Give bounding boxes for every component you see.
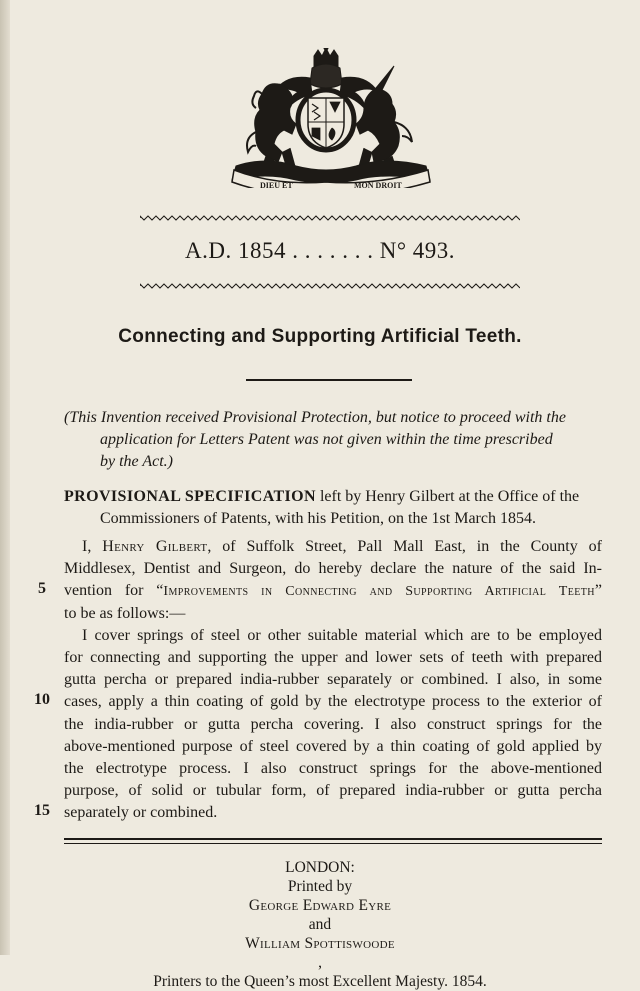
body-line: cases, apply a thin coating of gold by the electrotype process to the exterior of xyxy=(64,693,602,711)
imprint-rule-bottom xyxy=(64,843,602,844)
note-line-1: (This Invention received Provisional Protection, but notice to proceed with the xyxy=(64,409,566,426)
spec-line-2: Commissioners of Patents, with his Petition, on the 1st March 1854. xyxy=(100,510,536,527)
specification-body xyxy=(64,536,602,824)
invention-title: Improvements in Connecting and Supporting Artificial Teeth xyxy=(163,584,595,600)
royal-coat-of-arms-icon xyxy=(226,48,436,188)
line-number-5: 5 xyxy=(38,580,46,597)
year-label: A.D. 1854 xyxy=(184,238,286,263)
body-line: the electrotype process. I also construct springs for the above-mentioned xyxy=(64,759,602,777)
body-line: Middlesex, Dentist and Surgeon, do hereby declare the nature of the said In- xyxy=(64,560,602,578)
page-binding-edge xyxy=(0,0,10,955)
line-number-15: 15 xyxy=(34,802,50,819)
body-line: the india-rubber or gutta percha covering. I also construct springs for the xyxy=(64,715,602,733)
body-line: purpose, of solid or tubular form, of prepared india-rubber or gutta percha xyxy=(64,782,602,800)
printer-name-1: George Edward Eyre xyxy=(248,897,392,914)
spec-line-1: left by Henry Gilbert at the Office of the xyxy=(315,488,580,505)
imprint-printers: Printed by George Edward Eyre and William Spottiswoode , xyxy=(0,877,640,972)
body-line: for connecting and supporting the upper and lower sets of teeth with prepared xyxy=(64,648,602,666)
body-line: vention for “Improvements in Connecting and Supporting Artificial Teeth” xyxy=(64,582,602,600)
imprint-line-3: Printers to the Queen’s most Excellent Majesty. 1854. xyxy=(153,973,487,990)
printer-imprint xyxy=(0,858,640,991)
document-number-line xyxy=(0,238,640,264)
body-line: above-mentioned purpose of steel covered by a thin coating of gold applied by xyxy=(64,737,602,755)
wavy-rule-bottom xyxy=(140,282,520,290)
imprint-rule-top xyxy=(64,838,602,840)
inventor-name: Henry Gilbert xyxy=(102,538,208,555)
note-line-3: by the Act.) xyxy=(100,453,174,470)
note-line-2: application for Letters Patent was not given within the time prescribed xyxy=(100,431,553,448)
line-number-10: 10 xyxy=(34,691,50,708)
patent-number: N° 493. xyxy=(379,238,456,263)
body-line: to be as follows:— xyxy=(64,604,186,622)
spec-heading-label: PROVISIONAL SPECIFICATION xyxy=(64,488,316,505)
patent-title: Connecting and Supporting Artificial Teeth. xyxy=(118,326,522,347)
motto-right: MON DROIT xyxy=(354,181,402,188)
protection-note xyxy=(64,407,604,473)
imprint-city: LONDON: xyxy=(285,859,355,876)
wavy-rule-top xyxy=(140,214,520,222)
leader-dots: . . . . . . . xyxy=(292,238,374,263)
motto-left: DIEU ET xyxy=(260,181,293,188)
body-line: I cover springs of steel or other suitable material which are to be employed xyxy=(82,626,602,644)
body-line: gutta percha or prepared india-rubber separately or combined. I also, in some xyxy=(64,671,602,689)
title-underline xyxy=(246,379,412,381)
body-line: I, Henry Gilbert, of Suffolk Street, Pall Mall East, in the County of xyxy=(82,538,603,555)
printer-name-2: William Spottiswoode xyxy=(245,935,395,952)
specification-heading xyxy=(64,486,604,530)
body-line: separately or combined. xyxy=(64,804,218,822)
